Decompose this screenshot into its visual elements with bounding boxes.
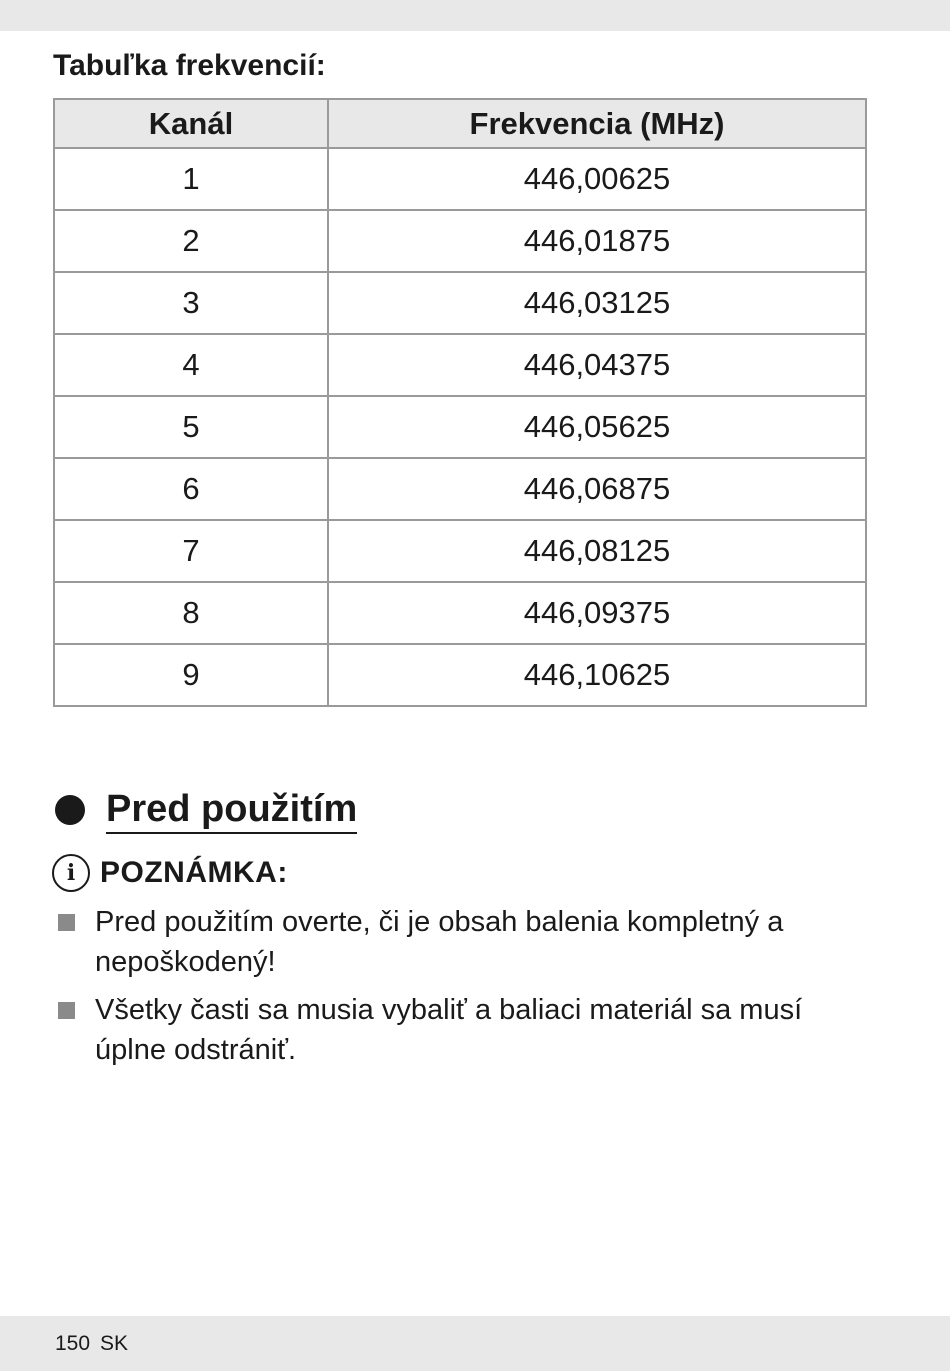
frequency-cell: 446,06875	[328, 458, 866, 520]
channel-cell: 6	[54, 458, 328, 520]
note-label: POZNÁMKA:	[100, 856, 288, 889]
table-row	[54, 458, 866, 520]
square-bullet-icon	[58, 914, 75, 931]
list-item	[58, 902, 838, 982]
frequency-cell: 446,08125	[328, 520, 866, 582]
channel-cell: 9	[54, 644, 328, 706]
bottom-band	[0, 1316, 950, 1371]
table-row	[54, 334, 866, 396]
table-row	[54, 396, 866, 458]
top-band	[0, 0, 950, 31]
frequency-cell: 446,03125	[328, 272, 866, 334]
list-item	[58, 990, 838, 1070]
table-row	[54, 148, 866, 210]
note-text: Pred použitím overte, či je obsah balenia kompletný a nepoškodený!	[95, 906, 784, 978]
table-row	[54, 272, 866, 334]
frequency-cell: 446,01875	[328, 210, 866, 272]
table-row	[54, 520, 866, 582]
channel-cell: 2	[54, 210, 328, 272]
channel-cell: 1	[54, 148, 328, 210]
channel-cell: 5	[54, 396, 328, 458]
table-row	[54, 582, 866, 644]
section-bullet-icon	[55, 795, 85, 825]
header-channel: Kanál	[54, 99, 328, 148]
page-footer	[55, 1330, 128, 1358]
frequency-cell: 446,09375	[328, 582, 866, 644]
frequency-cell: 446,00625	[328, 148, 866, 210]
table-row	[54, 210, 866, 272]
channel-cell: 3	[54, 272, 328, 334]
table-title: Tabuľka frekvencií:	[53, 49, 326, 82]
frequency-cell: 446,04375	[328, 334, 866, 396]
page-number: 150	[55, 1332, 91, 1355]
square-bullet-icon	[58, 1002, 75, 1019]
section-heading	[55, 786, 357, 834]
header-frequency: Frekvencia (MHz)	[328, 99, 866, 148]
frequency-cell: 446,10625	[328, 644, 866, 706]
language-code: SK	[100, 1332, 129, 1355]
frequency-table	[53, 98, 867, 707]
frequency-cell: 446,05625	[328, 396, 866, 458]
note-list	[58, 902, 838, 1078]
note-text: Všetky časti sa musia vybaliť a baliaci materiál sa musí úplne odstrániť.	[95, 994, 803, 1066]
info-icon: i	[52, 854, 90, 892]
section-title: Pred použitím	[106, 786, 357, 834]
channel-cell: 8	[54, 582, 328, 644]
channel-cell: 4	[54, 334, 328, 396]
channel-cell: 7	[54, 520, 328, 582]
table-row	[54, 644, 866, 706]
note-heading	[52, 852, 288, 894]
table-header-row	[54, 99, 866, 148]
